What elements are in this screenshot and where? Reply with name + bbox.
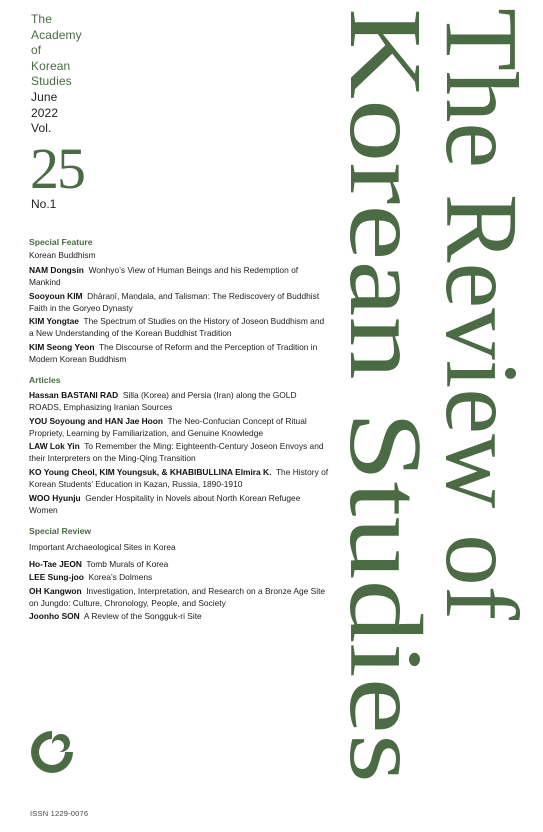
special-review-section: [29, 525, 329, 623]
entry-title: The Neo-Confucian Concept of Ritual Propriety, Learning by Familiarization, and Genuine Knowledge: [29, 415, 307, 438]
entry-title: Tomb Murals of Korea: [86, 558, 169, 569]
entry-title: The History of Korean Students’ Education in Kazan, Russia, 1890-1910: [29, 466, 329, 490]
toc-entry[interactable]: [29, 264, 329, 288]
publisher-block: [31, 12, 82, 137]
toc-entry[interactable]: [29, 389, 329, 413]
toc-entry[interactable]: [29, 585, 329, 609]
toc-entry[interactable]: [29, 315, 329, 339]
entry-title: To Remember the Ming: Eighteenth-Century Joseon Envoys and their Interpreters on the Ming-Qing Transition: [29, 441, 324, 464]
issue-month: June: [31, 89, 58, 104]
entry-author: OH Kangwon: [29, 585, 82, 596]
entry-author: WOO Hyunju: [29, 492, 81, 503]
entry-author: NAM Dongsin: [29, 265, 84, 276]
entry-title: Dhāraṇī, Maṇḍala, and Talisman: The Rediscovery of Buddhist Faith in the Goryeo Dynasty: [29, 290, 320, 313]
section-heading: Articles: [29, 375, 61, 386]
entry-author: Ho-Tae JEON: [29, 558, 82, 569]
entry-author: KIM Seong Yeon: [29, 341, 95, 352]
journal-title-graphic: [328, 8, 539, 788]
issn-number: ISSN 1229-0076: [30, 809, 89, 818]
academy-crescent-logo-icon: [29, 729, 75, 775]
publisher-line: The: [31, 12, 52, 26]
toc-entry[interactable]: [29, 290, 329, 314]
section-heading: Special Feature: [29, 237, 93, 247]
volume-number: 25: [30, 136, 84, 201]
entry-title: The Spectrum of Studies on the History of Joseon Buddhism and a New Understanding of the Korean Buddhist Tradition: [29, 316, 325, 339]
publisher-line: Academy: [31, 27, 82, 42]
toc-entry[interactable]: [29, 415, 329, 439]
entry-title: Investigation, Interpretation, and Research on a Bronze Age Site on Jungdo: Culture, Chronology, People, and Society: [29, 585, 326, 608]
entry-title: Korea’s Dolmens: [88, 572, 153, 583]
entry-title: Silla (Korea) and Persia (Iran) along the GOLD ROADS, Emphasizing Iranian Sources: [29, 390, 297, 413]
toc-entry[interactable]: [29, 610, 329, 622]
entry-author: LAW Lok Yin: [29, 441, 80, 452]
entry-author: Joonho SON: [29, 611, 80, 622]
toc-entry[interactable]: [29, 341, 329, 365]
publisher-line: of: [31, 43, 42, 58]
journal-title-line2: Korean Studies: [328, 8, 443, 647]
entry-author: KIM Yongtae: [29, 316, 79, 327]
issue-number: No.1: [31, 197, 57, 211]
issue-year: 2022: [31, 105, 59, 120]
section-heading: Special Review: [29, 525, 92, 536]
entry-title: The Discourse of Reform and the Perception of Tradition in Modern Korean Buddhism: [29, 341, 318, 365]
entry-author: YOU Soyoung and HAN Jae Hoon: [29, 415, 164, 426]
table-of-contents: [29, 236, 329, 632]
journal-title: [328, 8, 539, 788]
publisher-line: Korean: [31, 58, 71, 73]
journal-title-line1: The Review of: [424, 8, 539, 627]
entry-author: Hassan BASTANI RAD: [29, 390, 119, 401]
section-subheading: Korean Buddhism: [29, 250, 96, 261]
special-feature-section: [29, 236, 329, 365]
entry-title: A Review of the Songguk-ri Site: [83, 611, 202, 622]
toc-entry[interactable]: [29, 466, 329, 490]
articles-section: [29, 374, 329, 516]
toc-entry[interactable]: [29, 558, 329, 570]
volume-label: Vol.: [31, 121, 52, 136]
entry-author: Sooyoun KIM: [29, 290, 83, 301]
entry-author: KO Young Cheol, KIM Youngsuk, & KHABIBULLINA Elmira K.: [29, 466, 272, 477]
publisher-line: Studies: [31, 74, 72, 89]
section-subheading: Important Archaeological Sites in Korea: [29, 541, 176, 552]
toc-entry[interactable]: [29, 440, 329, 464]
entry-author: LEE Sung-joo: [29, 572, 84, 583]
entry-title: Gender Hospitality in Novels about North Korean Refugee Women: [29, 492, 301, 515]
toc-entry[interactable]: [29, 571, 329, 583]
toc-entry[interactable]: [29, 492, 329, 516]
entry-title: Wonhyo’s View of Human Beings and his Redemption of Mankind: [29, 265, 299, 288]
